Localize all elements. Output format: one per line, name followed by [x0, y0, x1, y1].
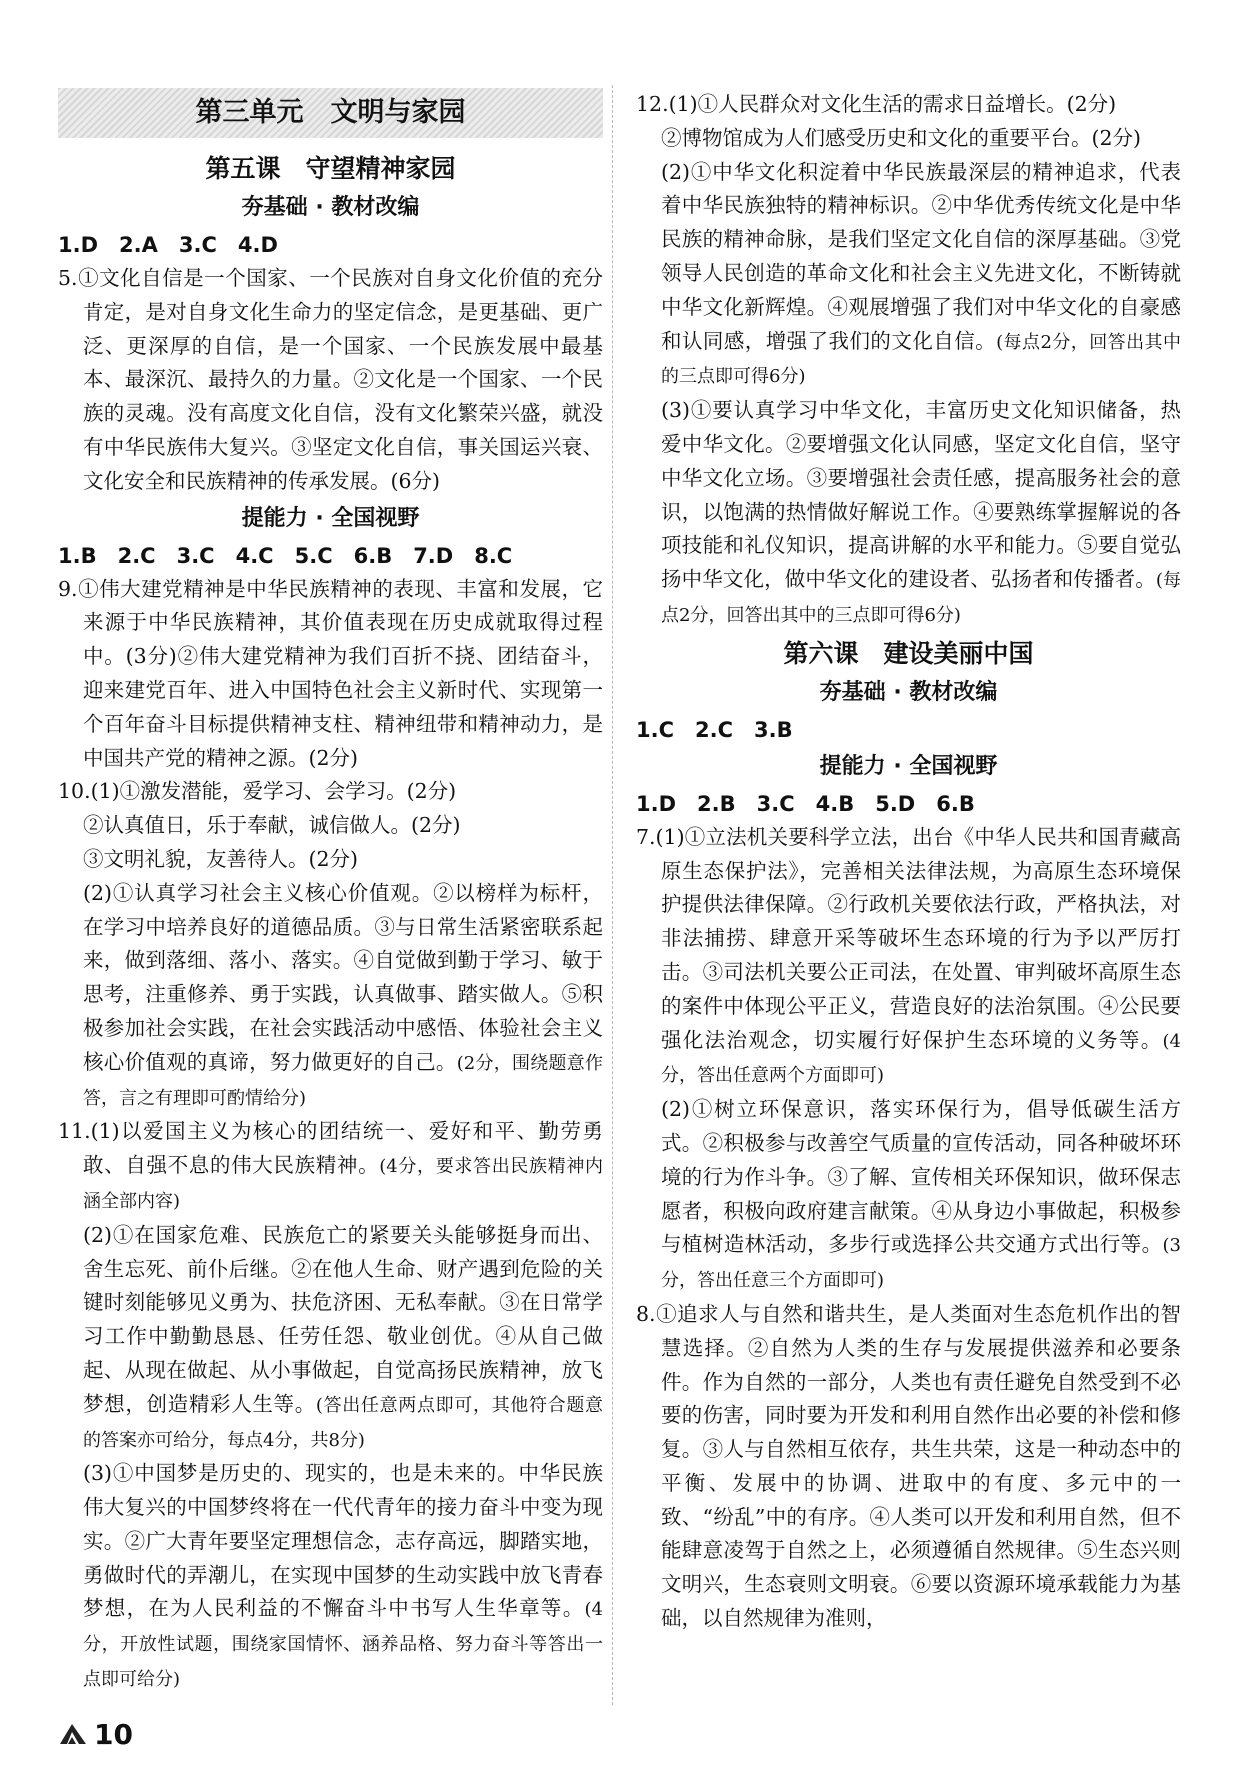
answer-12-2-note: (每点2分，回答出其中的三点即可得6分): [661, 331, 1181, 388]
page-footer: [58, 1714, 133, 1754]
lesson-5-title: 第五课 守望精神家园: [205, 154, 456, 183]
answer-5: 5.①文化自信是一个国家、一个民族对自身文化价值的充分肯定，是对自身文化生命力的坚定信念，是更基础、更广泛、更深厚的自信，是一个国家、一个民族发展中最基本、最深沉、最持久的力量。②文化是一个国家、一个民族的灵魂。没有高度文化自信，没有文化繁荣兴盛，就没有中华民族伟大复兴。③坚定文化自信，事关国运兴衰、文化安全和民族精神的传承发展。(6分): [58, 266, 603, 493]
answer-11-3-note: (4分，开放性试题，围绕家国情怀、涵养品格、努力奋斗等答出一点即可给分): [83, 1599, 603, 1691]
answer-11-2-text: (2)①在国家危难、民族危亡的紧要关头能够挺身而出、舍生忘死、前仆后继。②在他人生命、财产遇到危险的关键时刻能够见义勇为、扶危济困、无私奉献。③在日常学习工作中勤勤恳恳、任劳任怨、敬业创优。④从自己做起、从现在做起、从小事做起，自觉高扬民族精神，放飞梦想，创造精彩人生等。: [83, 1222, 603, 1416]
answer-10-1a: 10.(1)①激发潜能，爱学习、会学习。(2分): [58, 779, 457, 804]
answer-7-1: [636, 821, 1181, 1093]
unit-title-banner: 第三单元 文明与家园: [58, 88, 603, 138]
right-column: [636, 88, 1181, 1636]
answer-12-1a: 12.(1)①人民群众对文化生活的需求日益增长。(2分): [636, 92, 1117, 116]
lesson-5-choice-answers-basic: 1.D 2.A 3.C 4.D: [58, 233, 278, 257]
answer-10-2-note: (2分，围绕题意作答，言之有理即可酌情给分): [83, 1052, 604, 1109]
lesson-6-section-basic: 夯基础 · 教材改编: [819, 679, 998, 705]
answer-11-1-note: (4分，要求答出民族精神内涵全部内容): [83, 1156, 603, 1212]
answer-12-3: [636, 394, 1181, 633]
answer-10-2: [58, 877, 603, 1116]
answer-11-3-text: (3)①中国梦是历史的、现实的，也是未来的。中华民族伟大复兴的中国梦终将在一代代青年的接力奋斗中变为现实。②广大青年要坚定理想信念，志存高远，脚踏实地，勇做时代的弄潮儿，在实现中国梦的生动实践中放飞青春梦想，在为人民利益的不懈奋斗中书写人生华章等。: [83, 1461, 603, 1621]
answer-11-2: [58, 1219, 603, 1458]
answer-11-2-note: (答出任意两点即可，其他符合题意的答案亦可给分，每点4分，共8分): [83, 1394, 603, 1451]
answer-12-3-note: (每点2分，回答出其中的三点即可得6分): [661, 570, 1182, 626]
left-column: [58, 88, 603, 1697]
column-divider: [612, 85, 613, 1705]
answer-11-1: [58, 1115, 603, 1218]
lesson-6-title: 第六课 建设美丽中国: [783, 638, 1034, 668]
answer-12-2: [636, 156, 1181, 395]
answer-10-1c: ③文明礼貌，友善待人。(2分): [83, 846, 359, 871]
page-number: 10: [94, 1717, 133, 1751]
answer-10-1b: ②认真值日，乐于奉献，诚信做人。(2分): [83, 813, 461, 838]
answer-9: 9.①伟大建党精神是中华民族精神的表现、丰富和发展，它来源于中华民族精神，其价值表现在历史成就取得过程中。(3分)②伟大建党精神为我们百折不挠、团结奋斗，迎来建党百年、进入中国特色社会主义新时代、实现第一个百年奋斗目标提供精神支柱、精神纽带和精神动力，是中国共产党的精神之源。(2分): [58, 576, 603, 770]
answer-12-2-text: (2)①中华文化积淀着中华民族最深层的精神追求，代表着中华民族独特的精神标识。②中华优秀传统文化是中华民族的精神命脉，是我们坚定文化自信的深厚基础。③党领导人民创造的革命文化和社会主义先进文化，不断铸就中华文化新辉煌。④观展增强了我们对中华文化的自豪感和认同感，增强了我们的文化自信。: [661, 159, 1181, 353]
answer-12-1b: ②博物馆成为人们感受历史和文化的重要平台。(2分): [661, 125, 1142, 150]
publisher-logo-icon: [58, 1722, 88, 1746]
answer-8: 8.①追求人与自然和谐共生，是人类面对生态危机作出的智慧选择。②自然为人类的生存与发展提供滋养和必要条件。作为自然的一部分，人类也有责任避免自然受到不必要的伤害，同时要为开发和利用自然作出必要的补偿和修复。③人与自然相互依存，共生共荣，这是一种动态中的平衡、发展中的协调、进取中的有度、多元中的一致、“纷乱”中的有序。④人类可以开发和利用自然，但不能肆意凌驾于自然之上，必须遵循自然规律。⑤生态兴则文明兴，生态衰则文明衰。⑥要以资源环境承载能力为基础，以自然规律为准则，: [636, 1301, 1181, 1631]
answer-7-1-text: 7.(1)①立法机关要科学立法，出台《中华人民共和国青藏高原生态保护法》，完善相关法律法规，为高原生态环境保护提供法律保障。②行政机关要依法行政，严格执法，对非法捕捞、肆意开采等破坏生态环境的行为予以严厉打击。③司法机关要公正司法，在处置、审判破坏高原生态的案件中体现公平正义，营造良好的法治氛围。④公民要强化法治观念，切实履行好保护生态环境的义务等。: [636, 824, 1181, 1052]
lesson-6-choice-answers-basic: 1.C 2.C 3.B: [636, 717, 793, 742]
answer-7-2-text: (2)①树立环保意识，落实环保行为，倡导低碳生活方式。②积极参与改善空气质量的宣传活动，同各种破坏环境的行为作斗争。③了解、宣传相关环保知识，做环保志愿者，积极向政府建言献策。④从身边小事做起，积极参与植树造林活动，多步行或选择公共交通方式出行等。: [661, 1097, 1181, 1257]
answer-11-1-text: 11.(1)以爱国主义为核心的团结统一、爱好和平、勤劳勇敢、自强不息的伟大民族精神。: [58, 1119, 603, 1178]
answer-10-2-text: (2)①认真学习社会主义核心价值观。②以榜样为标杆，在学习中培养良好的道德品质。③与日常生活紧密联系起来，做到落细、落小、落实。④自觉做到勤于学习、敏于思考，注重修养、勇于实践，认真做事、踏实做人。⑤积极参加社会实践，在社会实践活动中感悟、体验社会主义核心价值观的真谛，努力做更好的自己。: [83, 880, 603, 1074]
lesson-5-section-advanced: 提能力 · 全国视野: [241, 505, 420, 531]
lesson-5-choice-answers-advanced: 1.B 2.C 3.C 4.C 5.C 6.B 7.D 8.C: [58, 543, 513, 568]
lesson-6-choice-answers-advanced: 1.D 2.B 3.C 4.B 5.D 6.B: [636, 791, 975, 816]
answer-7-2: [636, 1093, 1181, 1298]
answer-11-3: [58, 1457, 603, 1697]
lesson-6-section-advanced: 提能力 · 全国视野: [819, 753, 998, 779]
answer-7-2-note: (3分，答出任意三个方面即可): [661, 1235, 1181, 1292]
lesson-5-section-basic: 夯基础 · 教材改编: [241, 195, 420, 220]
answer-7-1-note: (4分，答出任意两个方面即可): [661, 1030, 1181, 1087]
answer-12-3-text: (3)①要认真学习中华文化，丰富历史文化知识储备，热爱中华文化。②要增强文化认同感，坚定文化自信，坚守中华文化立场。③要增强社会责任感，提高服务社会的意识，以饱满的热情做好解说工作。④要熟练掌握解说的各项技能和礼仪知识，提高讲解的水平和能力。⑤要自觉弘扬中华文化，做中华文化的建设者、弘扬者和传播者。: [661, 398, 1181, 592]
